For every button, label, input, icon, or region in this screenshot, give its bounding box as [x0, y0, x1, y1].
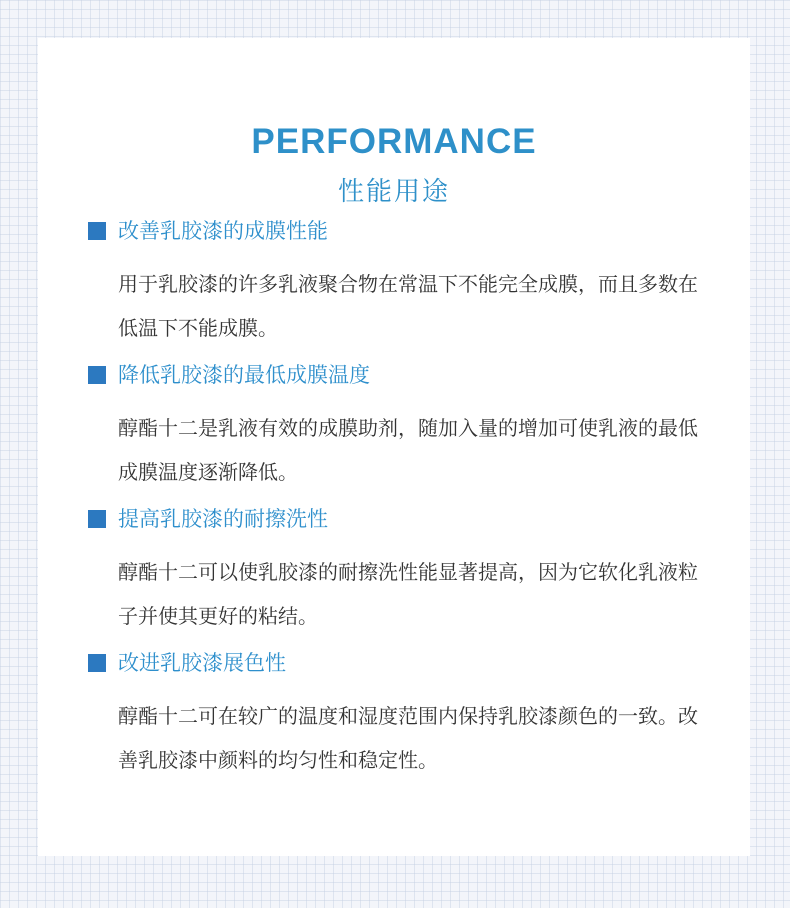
section-min-film-temperature — [88, 360, 728, 494]
page-title-english: PERFORMANCE — [251, 122, 537, 161]
section-header — [88, 216, 728, 246]
section-body: 醇酯十二是乳液有效的成膜助剂，随加入量的增加可使乳液的最低成膜温度逐渐降低。 — [118, 416, 698, 484]
square-bullet-icon — [88, 366, 106, 384]
page-title-chinese: 性能用途 — [337, 177, 450, 207]
section-title: 改进乳胶漆展色性 — [118, 651, 286, 675]
section-header — [88, 648, 728, 678]
section-film-forming — [88, 216, 728, 350]
section-body: 醇酯十二可在较广的温度和湿度范围内保持乳胶漆颜色的一致。改善乳胶漆中颜料的均匀性和稳定性。 — [118, 704, 698, 772]
section-title: 提高乳胶漆的耐擦洗性 — [118, 507, 328, 531]
square-bullet-icon — [88, 222, 106, 240]
square-bullet-icon — [88, 510, 106, 528]
section-header — [88, 504, 728, 534]
square-bullet-icon — [88, 654, 106, 672]
section-body: 用于乳胶漆的许多乳液聚合物在常温下不能完全成膜，而且多数在低温下不能成膜。 — [118, 272, 698, 340]
section-header — [88, 360, 728, 390]
section-title: 改善乳胶漆的成膜性能 — [118, 219, 328, 243]
section-title: 降低乳胶漆的最低成膜温度 — [118, 363, 370, 387]
section-scrub-resistance — [88, 504, 728, 638]
section-color-development — [88, 648, 728, 782]
section-body: 醇酯十二可以使乳胶漆的耐擦洗性能显著提高，因为它软化乳液粒子并使其更好的粘结。 — [118, 560, 698, 628]
content-card — [38, 38, 750, 856]
